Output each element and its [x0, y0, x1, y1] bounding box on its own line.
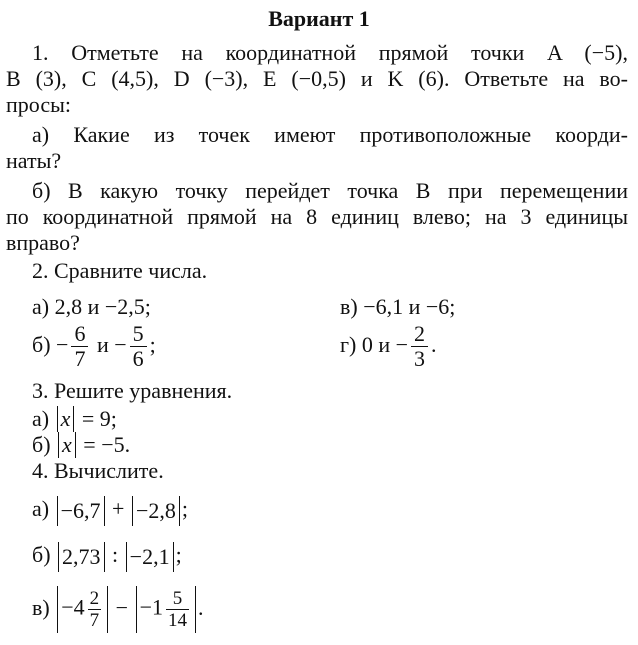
task3-a-rest: = 9; — [81, 406, 117, 431]
task3-heading: 3. Решите уравнения. — [32, 378, 233, 403]
operator-plus: + — [112, 496, 125, 522]
fraction-five-sixths — [130, 322, 147, 371]
whole-part: −4 — [61, 595, 85, 620]
task2-g-prefix: г) 0 и − — [340, 332, 409, 357]
task2-item-b — [32, 320, 156, 371]
absolute-value: −6,7 — [57, 496, 105, 526]
task3-item-a — [32, 406, 117, 432]
fraction-five-fourteenths — [166, 588, 189, 631]
absolute-value — [136, 586, 196, 633]
task2-b-prefix: б) − — [32, 332, 69, 357]
fraction-numerator: 6 — [71, 322, 88, 347]
task4-b-suffix: ; — [175, 542, 182, 568]
task2-item-a: а) 2,8 и −2,5; — [32, 294, 151, 319]
task1-question-a-line2: наты? — [6, 148, 62, 173]
task1-line3: просы: — [6, 92, 71, 117]
task4-item-a — [32, 496, 188, 526]
whole-part: −1 — [139, 595, 163, 620]
absolute-value — [57, 586, 108, 633]
task1-line1: 1. Отметьте на координатной прямой точки A (−5), — [32, 40, 628, 65]
fraction-denominator: 6 — [132, 346, 144, 372]
task4-heading: 4. Вычислите. — [32, 458, 164, 483]
task4-item-b — [32, 542, 182, 572]
fraction-numerator: 2 — [89, 588, 100, 610]
absolute-value — [58, 432, 76, 458]
fraction-two-thirds — [411, 322, 428, 371]
absolute-value: 2,73 — [58, 542, 105, 572]
task2-b-suffix: ; — [149, 332, 156, 357]
variable-x: x — [60, 406, 71, 431]
fraction-numerator: 2 — [411, 322, 428, 347]
fraction-numerator: 5 — [166, 588, 189, 610]
fraction-numerator: 5 — [130, 322, 147, 347]
task1-line2: B (3), C (4,5), D (−3), E (−0,5) и K (6). Ответьте на во- — [6, 66, 628, 91]
task4-a-prefix: а) — [32, 496, 50, 522]
task4-v-suffix: . — [197, 595, 204, 620]
task3-b-rest: = −5. — [83, 432, 131, 457]
task4-item-v — [32, 584, 203, 633]
fraction-denominator: 7 — [74, 346, 86, 372]
task1-question-a-line1: а) Какие из точек имеют противоположные коорди- — [32, 122, 628, 147]
variable-x: x — [62, 432, 72, 457]
task2-b-mid: и − — [91, 332, 127, 357]
task3-a-prefix: а) — [32, 406, 50, 431]
fraction-denominator: 7 — [89, 610, 100, 632]
task3-item-b — [32, 432, 130, 458]
task1-question-b-line2: по координатной прямой на 8 единиц влево; на 3 единицы — [6, 204, 628, 229]
fraction-two-sevenths — [88, 588, 102, 631]
task4-a-suffix: ; — [181, 496, 188, 522]
task4-v-prefix: в) — [32, 595, 50, 620]
task1-question-b-line3: вправо? — [6, 230, 80, 255]
task2-item-g — [340, 320, 437, 371]
fraction-six-sevenths — [71, 322, 88, 371]
variant-title: Вариант 1 — [268, 6, 370, 31]
operator-minus: − — [115, 595, 129, 620]
fraction-denominator: 14 — [167, 610, 187, 632]
absolute-value: −2,1 — [126, 542, 174, 572]
absolute-value — [57, 406, 75, 432]
fraction-denominator: 3 — [414, 346, 426, 372]
task3-b-prefix: б) — [32, 432, 51, 457]
operator-divide: : — [112, 542, 119, 568]
task1-question-b-line1: б) В какую точку перейдет точка B при перемещении — [32, 178, 628, 203]
task4-b-prefix: б) — [32, 542, 51, 568]
task2-g-suffix: . — [431, 332, 437, 357]
task2-heading: 2. Сравните числа. — [32, 258, 208, 283]
absolute-value: −2,8 — [132, 496, 180, 526]
task2-item-v: в) −6,1 и −6; — [340, 294, 456, 319]
